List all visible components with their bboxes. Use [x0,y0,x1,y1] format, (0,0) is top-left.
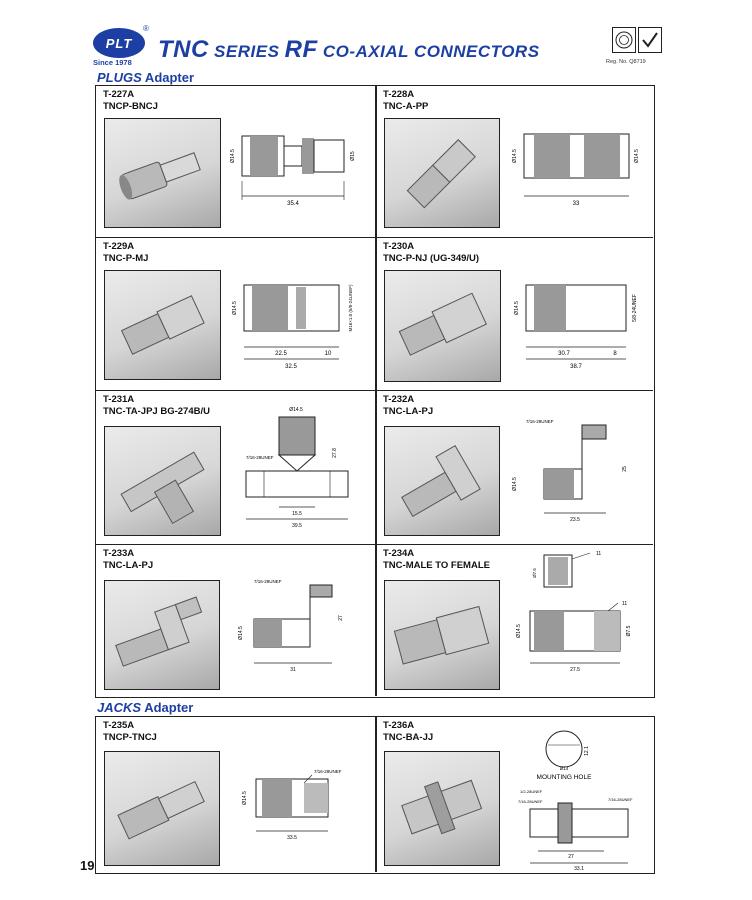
dim-label: 7/16-28UNEF [254,579,282,584]
product-photo [104,118,221,228]
product-label [103,89,158,112]
product-name: TNC-P-NJ (UG-349/U) [383,252,480,264]
product-name: TNC-TA-JPJ BG-274B/U [103,405,210,417]
dim-label: 11 [622,601,628,607]
technical-drawing [504,273,649,373]
dim-label: 7/16-28UNEF [246,455,274,460]
product-photo [384,426,500,536]
mounting-hole-label: MOUNTING HOLE [536,774,592,781]
dim-label: 11 [596,551,602,557]
dim-label: Ø14.5 [512,149,518,163]
dim-label: 27.8 [332,448,338,458]
dim-label: Ø14.5 [514,301,520,315]
plt-logo [93,28,145,58]
technical-drawing [504,545,649,693]
dim-label: 31 [290,667,296,673]
product-card [376,545,656,696]
product-card [376,86,656,237]
jacks-section-title [97,700,193,715]
quality-check-icon [638,27,662,53]
dim-label: 8 [613,351,617,357]
dim-label: 35.4 [287,201,299,207]
dim-label: 7/16-28UNEF [608,797,633,802]
product-label [103,241,148,264]
dim-label: Ø14.5 [230,149,236,163]
dim-label: 33.1 [574,866,584,871]
certification-marks [612,27,662,57]
product-label [103,720,157,743]
jacks-suffix: Adapter [141,700,194,715]
dim-label: Ø14.5 [232,301,238,315]
dim-label: 12.1 [584,746,590,756]
product-code: T-233A [103,548,135,559]
product-code: T-227A [103,89,135,100]
product-code: T-229A [103,241,135,252]
dim-label: Ø14.5 [634,149,640,163]
dim-label: 15.5 [292,511,302,517]
dim-label: 25 [622,466,628,472]
product-photo [104,751,220,866]
dim-label: M16×1.0 (5/8-24UNEF) [348,284,353,332]
title-part-connectors: CO-AXIAL CONNECTORS [317,42,540,61]
product-code: T-231A [103,394,135,405]
title-part-series: SERIES [208,42,285,61]
product-label [103,548,153,571]
technical-drawing [504,126,649,216]
dim-label: Ø14.5 [512,477,518,491]
dim-label: Ø7.5 [532,568,537,578]
dim-label: 1/2-28UNEF [520,789,543,794]
product-name: TNC-A-PP [383,100,429,112]
product-code: T-236A [383,720,415,731]
since-label: Since 1978 [93,58,132,67]
product-card [376,238,656,390]
product-card [96,238,376,390]
dim-label: 23.5 [570,517,580,523]
product-card [376,391,656,544]
technical-drawing [224,126,369,216]
product-name: TNCP-TNCJ [103,731,157,743]
product-name: TNC-P-MJ [103,252,149,264]
product-name: TNC-BA-JJ [383,731,434,743]
product-photo [384,580,500,690]
jacks-title: JACKS [97,700,142,715]
technical-drawing [224,273,369,373]
dim-label: 10 [324,351,332,357]
technical-drawing [224,763,369,853]
dim-label: 27.5 [570,667,580,673]
technical-drawing [224,563,369,683]
title-part-tnc: TNC [158,36,209,63]
product-code: T-232A [383,394,415,405]
product-photo [104,426,221,536]
product-label [383,548,490,571]
dim-label: 39.5 [292,523,302,529]
dim-label: 38.7 [570,364,582,370]
dim-label: Ø7.5 [626,625,632,637]
product-name: TNCP-BNCJ [103,100,158,112]
product-label [383,89,428,112]
iso-seal-icon [612,27,636,53]
product-photo [104,270,221,380]
plugs-section-title [97,70,194,85]
product-photo [384,270,501,382]
dim-label: Ø14 [559,766,569,771]
dim-label: 7/16-28UNEF [526,419,554,424]
dim-label: Ø14.5 [238,626,244,640]
technical-drawing [504,409,649,531]
dim-label: 7/16-28UNEF [314,769,342,774]
dim-label: 5/8-24UNEF [632,294,638,322]
page-header [0,0,752,70]
dim-label: Ø15 [350,151,356,161]
product-card [96,717,376,872]
registered-mark: ® [143,24,149,33]
product-name: TNC-LA-PJ [103,559,154,571]
technical-drawing [224,403,369,531]
product-card [96,86,376,237]
registration-number: Reg. No. Q8719 [606,59,646,65]
product-code: T-230A [383,241,415,252]
product-card [96,391,376,544]
dim-label: 33.5 [287,835,297,841]
product-label [383,720,433,743]
product-label [103,394,210,417]
product-code: T-235A [103,720,135,731]
product-card [376,717,656,872]
dim-label: 30.7 [558,351,570,357]
dim-label: 7/16-28UNEF [518,799,543,804]
dim-label: 27 [568,854,574,860]
plugs-grid [95,85,655,698]
product-photo [384,118,500,228]
product-name: TNC-LA-PJ [383,405,434,417]
product-label [383,241,479,264]
page-number: 19 [80,858,95,873]
dim-label: 33 [572,201,580,207]
dim-label: Ø14.5 [289,407,303,413]
dim-label: Ø14.5 [516,624,522,638]
jacks-grid [95,716,655,874]
page-title [158,36,540,64]
product-photo [104,580,220,690]
dim-label: 27 [338,615,344,621]
product-label [383,394,433,417]
dim-label: 32.5 [285,364,297,370]
dim-label: Ø14.5 [242,791,248,805]
dim-label: 22.5 [275,351,287,357]
title-part-rf: RF [284,36,318,63]
product-photo [384,751,500,866]
product-code: T-228A [383,89,415,100]
plugs-suffix: Adapter [141,70,195,85]
technical-drawing [504,723,649,871]
product-name: TNC-MALE TO FEMALE [383,559,490,571]
product-card [96,545,376,696]
product-code: T-234A [383,548,415,559]
logo-text: PLT [105,35,133,51]
plugs-title: PLUGS [97,70,142,85]
